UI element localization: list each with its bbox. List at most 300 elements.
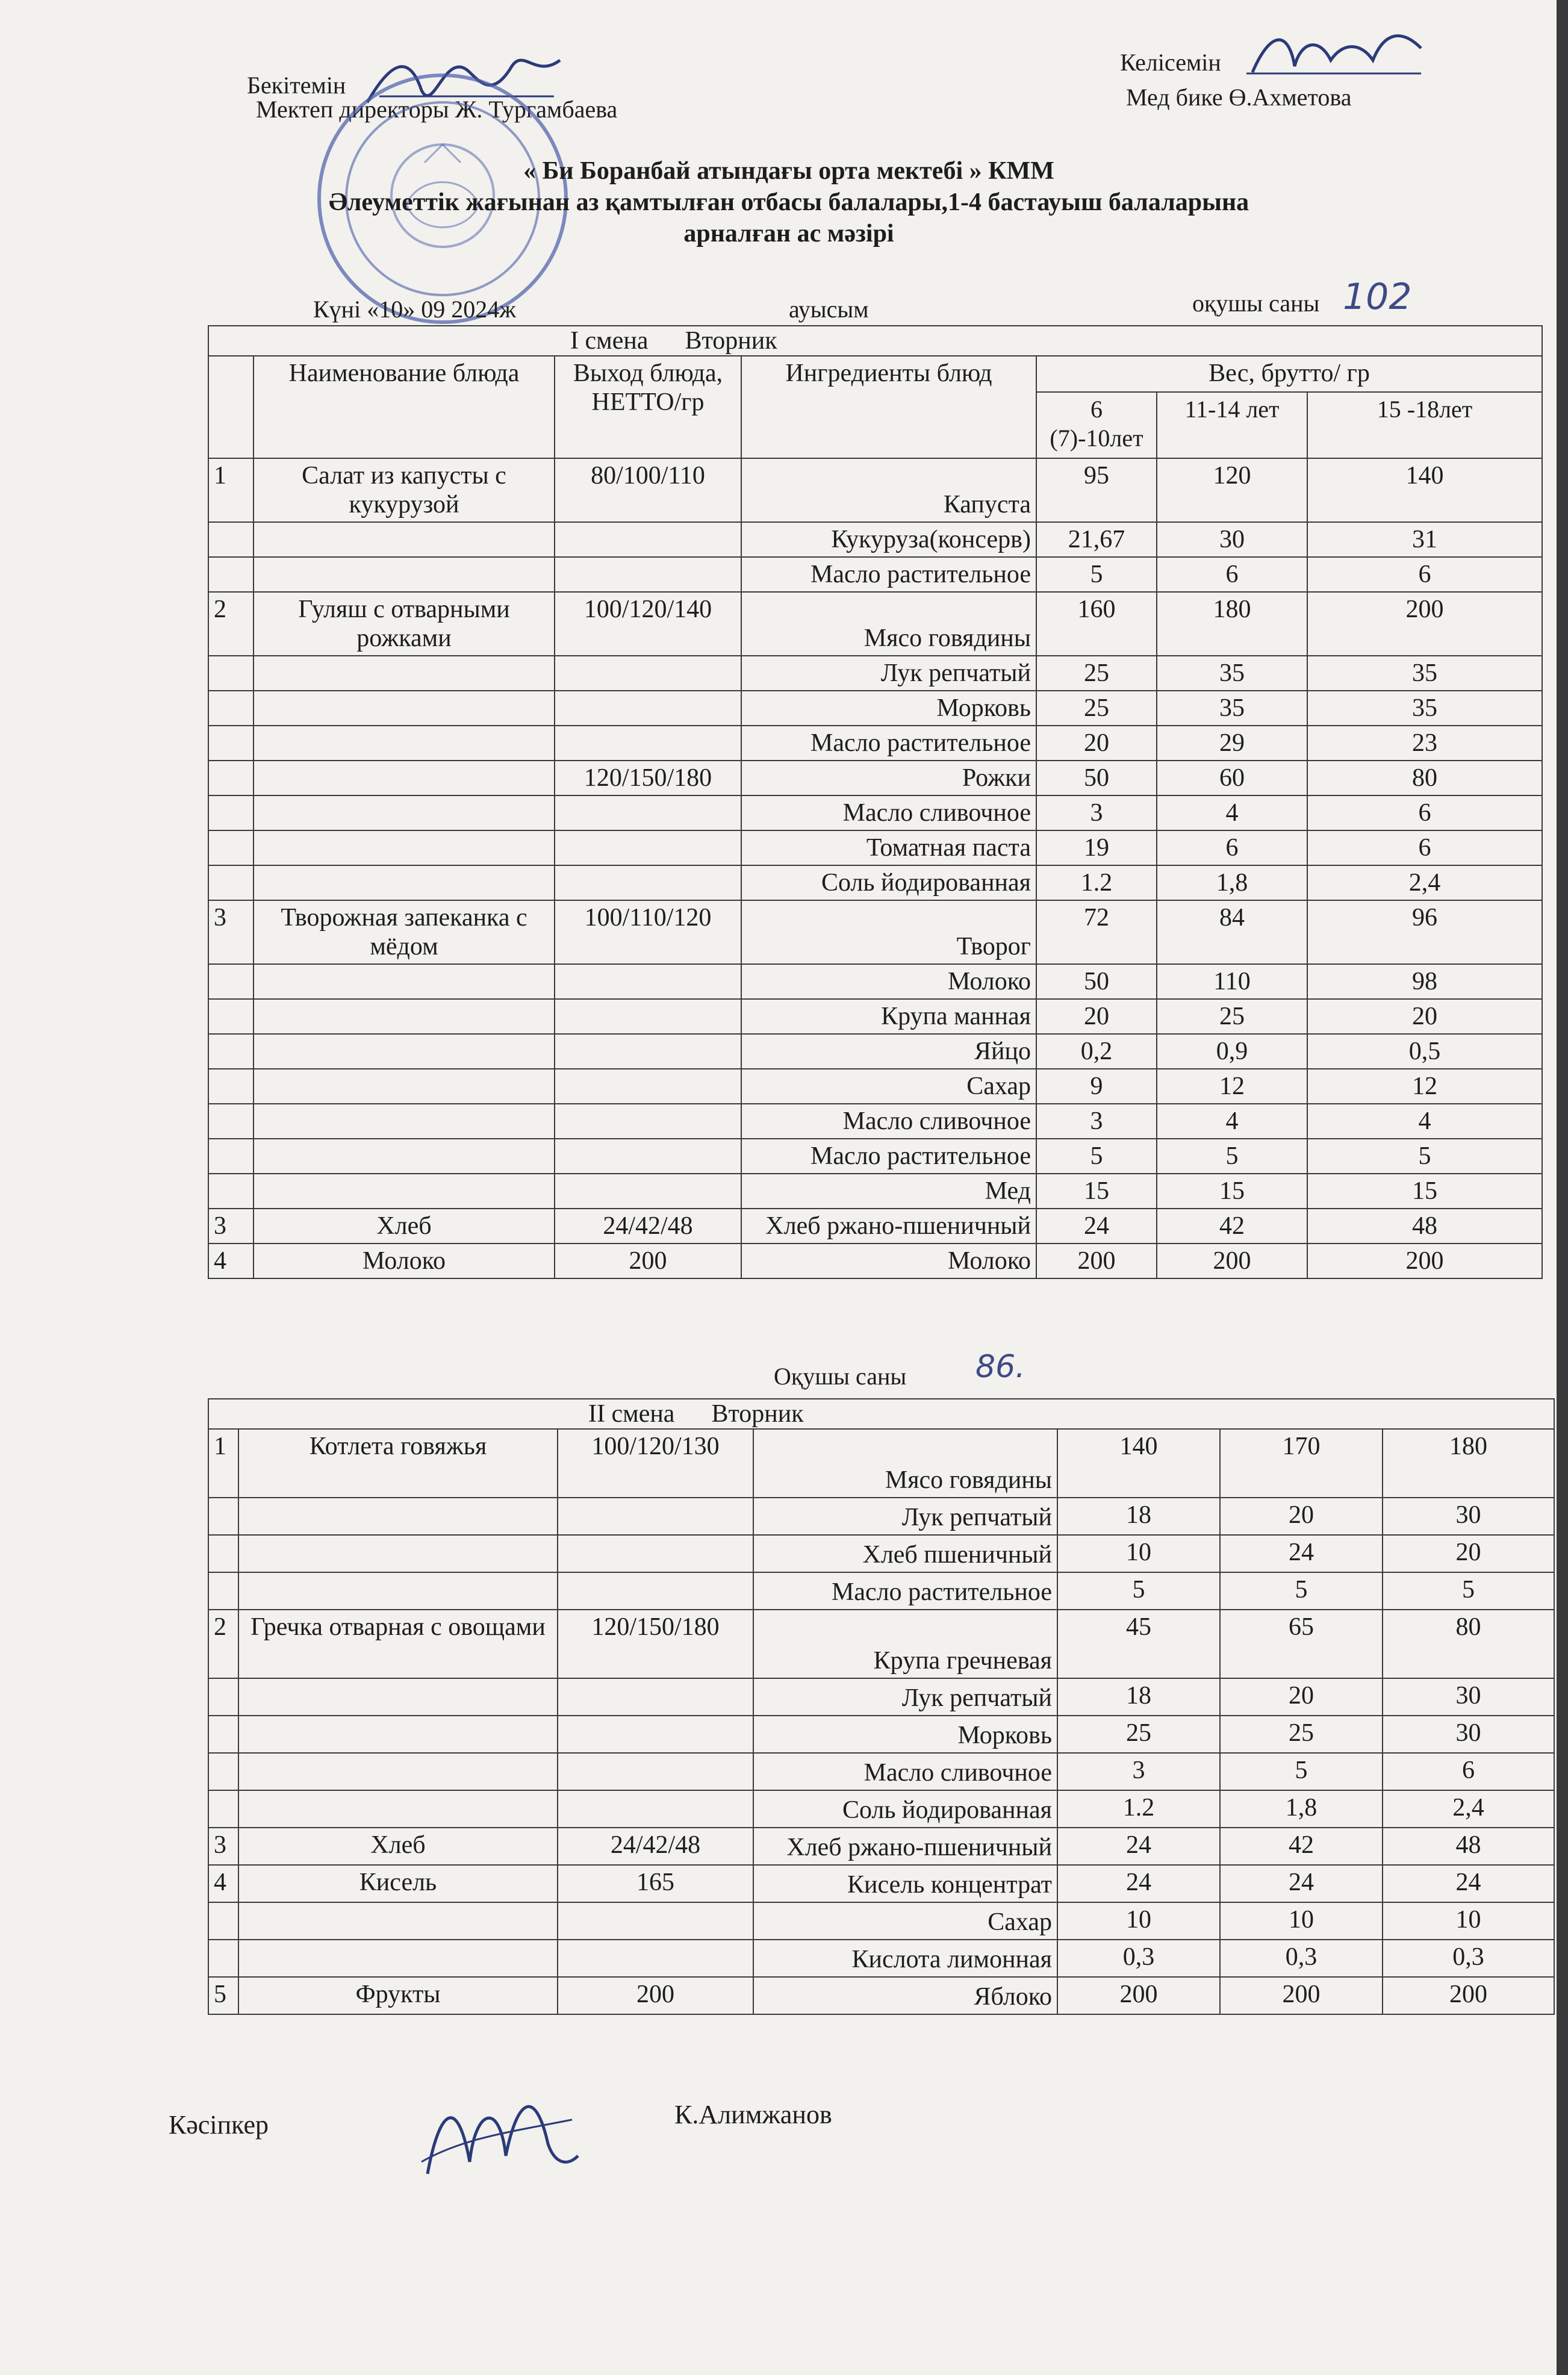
dish-output: 100/110/120: [555, 900, 741, 964]
weight-age-3: 48: [1307, 1209, 1542, 1244]
weight-age-1: 24: [1036, 1209, 1157, 1244]
weight-age-1: 45: [1057, 1610, 1220, 1678]
dish-output: 24/42/48: [558, 1828, 753, 1865]
shift2-day: Вторник: [711, 1400, 804, 1428]
ingredient-name: Соль йодированная: [753, 1790, 1057, 1828]
weight-age-3: 80: [1383, 1610, 1554, 1678]
dish-output: 120/150/180: [555, 761, 741, 795]
row-number: [208, 691, 254, 726]
shift2-students-label: Оқушы саны: [774, 1363, 907, 1390]
supplier-signature: [415, 2072, 584, 2192]
weight-age-3: 4: [1307, 1104, 1542, 1139]
approve-label: Бекітемін: [247, 72, 346, 99]
weight-age-3: 200: [1307, 592, 1542, 656]
dish-output: [555, 1034, 741, 1069]
shift2-menu-table: [208, 1398, 1555, 2015]
dish-name: Гречка отварная с овощами: [238, 1610, 558, 1678]
dish-name: [254, 830, 555, 865]
weight-age-1: 18: [1057, 1498, 1220, 1535]
ingredient-name: Масло сливочное: [741, 1104, 1036, 1139]
dish-name: [238, 1753, 558, 1790]
col-age-3: 15 -18лет: [1307, 392, 1542, 458]
table-row: [208, 557, 1542, 592]
weight-age-3: 80: [1307, 761, 1542, 795]
row-number: [208, 1034, 254, 1069]
weight-age-2: 180: [1157, 592, 1307, 656]
weight-age-1: 19: [1036, 830, 1157, 865]
weight-age-3: 35: [1307, 691, 1542, 726]
dish-name: [254, 761, 555, 795]
weight-age-2: 15: [1157, 1174, 1307, 1209]
weight-age-3: 180: [1383, 1429, 1554, 1498]
weight-age-3: 20: [1383, 1535, 1554, 1572]
table-row: [208, 1977, 1554, 2014]
dish-output: [558, 1790, 753, 1828]
page-edge-shadow: [1557, 0, 1568, 2375]
dish-name: Салат из капусты с кукурузой: [254, 458, 555, 522]
weight-age-3: 24: [1383, 1865, 1554, 1902]
row-number: [208, 1678, 238, 1716]
weight-age-1: 5: [1057, 1572, 1220, 1610]
dish-name: [254, 964, 555, 999]
weight-age-1: 0,3: [1057, 1940, 1220, 1977]
weight-age-3: 0,3: [1383, 1940, 1554, 1977]
table-row: [208, 795, 1542, 830]
dish-name: [238, 1902, 558, 1940]
table-row: [208, 865, 1542, 900]
row-number: [208, 522, 254, 557]
ingredient-name: Мясо говядины: [753, 1429, 1057, 1498]
weight-age-3: 0,5: [1307, 1034, 1542, 1069]
row-number: 4: [208, 1244, 254, 1278]
weight-age-1: 5: [1036, 557, 1157, 592]
weight-age-3: 96: [1307, 900, 1542, 964]
row-number: [208, 1498, 238, 1535]
dish-name: Творожная запеканка с мёдом: [254, 900, 555, 964]
row-number: 5: [208, 1977, 238, 2014]
ingredient-name: Лук репчатый: [741, 656, 1036, 691]
dish-name: [238, 1498, 558, 1535]
weight-age-3: 5: [1307, 1139, 1542, 1174]
weight-age-1: 24: [1057, 1828, 1220, 1865]
date-label: Күні «10» 09 2024ж: [313, 296, 516, 323]
ingredient-name: Кисель концентрат: [753, 1865, 1057, 1902]
weight-age-2: 5: [1157, 1139, 1307, 1174]
ingredient-name: Капуста: [741, 458, 1036, 522]
weight-age-3: 20: [1307, 999, 1542, 1034]
ingredient-name: Хлеб ржано-пшеничный: [741, 1209, 1036, 1244]
ingredient-name: Мед: [741, 1174, 1036, 1209]
nurse-signature: [1246, 18, 1427, 84]
weight-age-1: 200: [1057, 1977, 1220, 2014]
row-number: [208, 865, 254, 900]
supplier-name: К.Алимжанов: [674, 2100, 832, 2129]
table-row: [208, 1678, 1554, 1716]
weight-age-2: 24: [1220, 1865, 1383, 1902]
dish-output: 100/120/140: [555, 592, 741, 656]
dish-name: [238, 1572, 558, 1610]
weight-age-2: 12: [1157, 1069, 1307, 1104]
weight-age-3: 2,4: [1383, 1790, 1554, 1828]
row-number: 2: [208, 592, 254, 656]
weight-age-3: 23: [1307, 726, 1542, 761]
weight-age-2: 42: [1220, 1828, 1383, 1865]
dish-name: [254, 1069, 555, 1104]
col-dish-name: Наименование блюда: [254, 356, 555, 458]
table-row: [208, 1209, 1542, 1244]
row-number: [208, 1940, 238, 1977]
weight-age-1: 21,67: [1036, 522, 1157, 557]
weight-age-3: 5: [1383, 1572, 1554, 1610]
dish-name: Молоко: [254, 1244, 555, 1278]
shift2-students-value: 86.: [975, 1349, 1025, 1385]
ingredient-name: Морковь: [753, 1716, 1057, 1753]
table-row: [208, 761, 1542, 795]
table-row: [208, 458, 1542, 522]
dish-output: [555, 1104, 741, 1139]
table-row: [208, 1790, 1554, 1828]
weight-age-3: 200: [1307, 1244, 1542, 1278]
dish-name: [254, 522, 555, 557]
dish-output: [558, 1535, 753, 1572]
row-number: 4: [208, 1865, 238, 1902]
dish-output: 200: [558, 1977, 753, 2014]
row-number: 3: [208, 1209, 254, 1244]
table-row: [208, 1716, 1554, 1753]
weight-age-3: 30: [1383, 1716, 1554, 1753]
weight-age-3: 30: [1383, 1498, 1554, 1535]
table-row: [208, 999, 1542, 1034]
dish-output: 80/100/110: [555, 458, 741, 522]
dish-name: [238, 1790, 558, 1828]
table-row: [208, 1104, 1542, 1139]
weight-age-1: 18: [1057, 1678, 1220, 1716]
row-number: [208, 656, 254, 691]
weight-age-2: 6: [1157, 557, 1307, 592]
table-row: [208, 1498, 1554, 1535]
weight-age-2: 35: [1157, 656, 1307, 691]
weight-age-3: 6: [1383, 1753, 1554, 1790]
dish-output: [558, 1753, 753, 1790]
dish-name: Фрукты: [238, 1977, 558, 2014]
ingredient-name: Молоко: [741, 964, 1036, 999]
weight-age-1: 72: [1036, 900, 1157, 964]
row-number: 3: [208, 1828, 238, 1865]
ingredient-name: Мясо говядины: [741, 592, 1036, 656]
table-row: [208, 964, 1542, 999]
supplier-label: Кәсіпкер: [169, 2110, 269, 2140]
weight-age-2: 110: [1157, 964, 1307, 999]
ingredient-name: Масло растительное: [741, 1139, 1036, 1174]
table-row: [208, 656, 1542, 691]
shift1-menu-table: [208, 325, 1543, 1279]
ingredient-name: Лук репчатый: [753, 1498, 1057, 1535]
dish-name: [254, 1174, 555, 1209]
table-row: [208, 1244, 1542, 1278]
col-age-1: 6 (7)-10лет: [1036, 392, 1157, 458]
dish-output: [555, 691, 741, 726]
weight-age-3: 6: [1307, 830, 1542, 865]
dish-name: [254, 999, 555, 1034]
dish-output: [555, 964, 741, 999]
weight-age-2: 120: [1157, 458, 1307, 522]
ingredient-name: Масло сливочное: [753, 1753, 1057, 1790]
student-count-label: оқушы саны: [1192, 290, 1320, 317]
dish-output: [555, 1069, 741, 1104]
ingredient-name: Хлеб ржано-пшеничный: [753, 1828, 1057, 1865]
weight-age-2: 25: [1157, 999, 1307, 1034]
weight-age-2: 10: [1220, 1902, 1383, 1940]
dish-output: 200: [555, 1244, 741, 1278]
row-number: [208, 830, 254, 865]
weight-age-2: 0,3: [1220, 1940, 1383, 1977]
ingredient-name: Сахар: [753, 1902, 1057, 1940]
weight-age-1: 10: [1057, 1535, 1220, 1572]
row-number: [208, 1069, 254, 1104]
dish-name: Кисель: [238, 1865, 558, 1902]
dish-output: 165: [558, 1865, 753, 1902]
weight-age-2: 60: [1157, 761, 1307, 795]
dish-output: [555, 865, 741, 900]
header-row-1: [208, 356, 1542, 392]
ingredient-name: Хлеб пшеничный: [753, 1535, 1057, 1572]
row-number: [208, 1174, 254, 1209]
dish-name: [238, 1678, 558, 1716]
weight-age-1: 95: [1036, 458, 1157, 522]
ingredient-name: Соль йодированная: [741, 865, 1036, 900]
weight-age-1: 10: [1057, 1902, 1220, 1940]
dish-name: [254, 795, 555, 830]
ingredient-name: Крупа гречневая: [753, 1610, 1057, 1678]
dish-output: 24/42/48: [555, 1209, 741, 1244]
row-number: [208, 1139, 254, 1174]
nurse-line: Мед бике Ө.Ахметова: [1126, 84, 1352, 111]
dish-output: 120/150/180: [558, 1610, 753, 1678]
table-row: [208, 1753, 1554, 1790]
row-number: 1: [208, 1429, 238, 1498]
table-row: [208, 1174, 1542, 1209]
table-row: [208, 726, 1542, 761]
dish-output: [555, 726, 741, 761]
dish-name: [254, 1104, 555, 1139]
row-number: [208, 1716, 238, 1753]
dish-name: [254, 865, 555, 900]
ingredient-name: Творог: [741, 900, 1036, 964]
weight-age-3: 6: [1307, 557, 1542, 592]
ingredient-name: Масло растительное: [753, 1572, 1057, 1610]
dish-output: [555, 999, 741, 1034]
row-number: [208, 1753, 238, 1790]
table-row: [208, 1610, 1554, 1678]
weight-age-2: 84: [1157, 900, 1307, 964]
weight-age-3: 98: [1307, 964, 1542, 999]
weight-age-3: 35: [1307, 656, 1542, 691]
weight-age-1: 3: [1036, 795, 1157, 830]
weight-age-2: 0,9: [1157, 1034, 1307, 1069]
weight-age-1: 20: [1036, 726, 1157, 761]
weight-age-3: 31: [1307, 522, 1542, 557]
weight-age-2: 20: [1220, 1678, 1383, 1716]
weight-age-2: 24: [1220, 1535, 1383, 1572]
dish-output: [558, 1716, 753, 1753]
dish-output: 100/120/130: [558, 1429, 753, 1498]
dish-output: [555, 557, 741, 592]
row-number: [208, 1790, 238, 1828]
weight-age-3: 200: [1383, 1977, 1554, 2014]
dish-name: [254, 1139, 555, 1174]
dish-output: [555, 522, 741, 557]
weight-age-1: 1.2: [1036, 865, 1157, 900]
col-ingredients: Ингредиенты блюд: [741, 356, 1036, 458]
student-count-value: 102: [1343, 276, 1412, 318]
row-number: 1: [208, 458, 254, 522]
weight-age-2: 1,8: [1220, 1790, 1383, 1828]
table-row: [208, 592, 1542, 656]
table-row: [208, 1034, 1542, 1069]
dish-name: Гуляш с отварными рожками: [254, 592, 555, 656]
weight-age-2: 170: [1220, 1429, 1383, 1498]
table-row: [208, 522, 1542, 557]
weight-age-2: 5: [1220, 1572, 1383, 1610]
table-row: [208, 1828, 1554, 1865]
dish-name: [254, 691, 555, 726]
weight-age-2: 4: [1157, 795, 1307, 830]
dish-name: [238, 1940, 558, 1977]
table-row: [208, 1139, 1542, 1174]
weight-age-2: 1,8: [1157, 865, 1307, 900]
weight-age-2: 4: [1157, 1104, 1307, 1139]
shift-label: ауысым: [789, 296, 869, 323]
dish-output: [558, 1902, 753, 1940]
weight-age-3: 6: [1307, 795, 1542, 830]
table-row: [208, 1940, 1554, 1977]
weight-age-1: 3: [1036, 1104, 1157, 1139]
menu-title-line1: Әлеуметтік жағынан аз қамтылған отбасы балалары,1-4 бастауыш балаларына: [328, 188, 1249, 216]
weight-age-1: 25: [1036, 691, 1157, 726]
row-number: [208, 1104, 254, 1139]
col-output: Выход блюда, НЕТТО/гр: [555, 356, 741, 458]
director-line: Мектеп директоры Ж. Тургамбаева: [256, 96, 618, 123]
dish-output: [558, 1572, 753, 1610]
weight-age-1: 15: [1036, 1174, 1157, 1209]
dish-output: [555, 830, 741, 865]
ingredient-name: Яблоко: [753, 1977, 1057, 2014]
weight-age-2: 30: [1157, 522, 1307, 557]
shift1-title-row: [208, 326, 1542, 356]
weight-age-1: 24: [1057, 1865, 1220, 1902]
row-number: [208, 964, 254, 999]
dish-output: [555, 1174, 741, 1209]
weight-age-1: 1.2: [1057, 1790, 1220, 1828]
shift1-day: Вторник: [685, 327, 777, 355]
row-number: [208, 557, 254, 592]
ingredient-name: Масло сливочное: [741, 795, 1036, 830]
weight-age-2: 42: [1157, 1209, 1307, 1244]
table-row: [208, 1902, 1554, 1940]
weight-age-1: 25: [1036, 656, 1157, 691]
dish-output: [555, 1139, 741, 1174]
row-number: [208, 726, 254, 761]
dish-name: [254, 1034, 555, 1069]
ingredient-name: Рожки: [741, 761, 1036, 795]
weight-age-2: 65: [1220, 1610, 1383, 1678]
agree-label: Келісемін: [1120, 49, 1221, 76]
shift2-name: II смена: [588, 1400, 675, 1428]
col-weight: Вес, брутто/ гр: [1036, 356, 1542, 392]
ingredient-name: Томатная паста: [741, 830, 1036, 865]
weight-age-1: 0,2: [1036, 1034, 1157, 1069]
ingredient-name: Яйцо: [741, 1034, 1036, 1069]
weight-age-3: 48: [1383, 1828, 1554, 1865]
row-number: 3: [208, 900, 254, 964]
table-row: [208, 1865, 1554, 1902]
dish-name: [238, 1535, 558, 1572]
ingredient-name: Кислота лимонная: [753, 1940, 1057, 1977]
ingredient-name: Кукуруза(консерв): [741, 522, 1036, 557]
dish-name: [254, 726, 555, 761]
row-number: [208, 999, 254, 1034]
dish-name: Хлеб: [238, 1828, 558, 1865]
weight-age-1: 9: [1036, 1069, 1157, 1104]
shift1-name: I смена: [570, 327, 649, 355]
shift2-title-row: [208, 1399, 1554, 1429]
weight-age-2: 6: [1157, 830, 1307, 865]
dish-output: [555, 656, 741, 691]
weight-age-1: 50: [1036, 964, 1157, 999]
dish-name: Хлеб: [254, 1209, 555, 1244]
dish-output: [558, 1678, 753, 1716]
weight-age-1: 200: [1036, 1244, 1157, 1278]
weight-age-1: 140: [1057, 1429, 1220, 1498]
table-row: [208, 1069, 1542, 1104]
ingredient-name: Крупа манная: [741, 999, 1036, 1034]
dish-output: [558, 1498, 753, 1535]
dish-output: [555, 795, 741, 830]
weight-age-1: 20: [1036, 999, 1157, 1034]
weight-age-1: 25: [1057, 1716, 1220, 1753]
table-row: [208, 691, 1542, 726]
ingredient-name: Масло растительное: [741, 726, 1036, 761]
weight-age-3: 15: [1307, 1174, 1542, 1209]
table-row: [208, 900, 1542, 964]
col-age-2: 11-14 лет: [1157, 392, 1307, 458]
ingredient-name: Масло растительное: [741, 557, 1036, 592]
row-number: [208, 795, 254, 830]
table-row: [208, 1572, 1554, 1610]
weight-age-2: 25: [1220, 1716, 1383, 1753]
school-title: « Би Боранбай атындағы орта мектебі » КММ: [523, 157, 1054, 185]
row-number: [208, 1535, 238, 1572]
row-number: [208, 1902, 238, 1940]
weight-age-3: 12: [1307, 1069, 1542, 1104]
ingredient-name: Морковь: [741, 691, 1036, 726]
weight-age-1: 3: [1057, 1753, 1220, 1790]
dish-name: [254, 656, 555, 691]
weight-age-3: 2,4: [1307, 865, 1542, 900]
weight-age-1: 5: [1036, 1139, 1157, 1174]
weight-age-2: 29: [1157, 726, 1307, 761]
row-number: [208, 761, 254, 795]
row-number: 2: [208, 1610, 238, 1678]
dish-output: [558, 1940, 753, 1977]
dish-name: [254, 557, 555, 592]
table-row: [208, 1429, 1554, 1498]
menu-title-line2: арналған ас мәзірі: [683, 220, 894, 247]
weight-age-2: 200: [1157, 1244, 1307, 1278]
weight-age-2: 5: [1220, 1753, 1383, 1790]
weight-age-3: 10: [1383, 1902, 1554, 1940]
weight-age-1: 50: [1036, 761, 1157, 795]
